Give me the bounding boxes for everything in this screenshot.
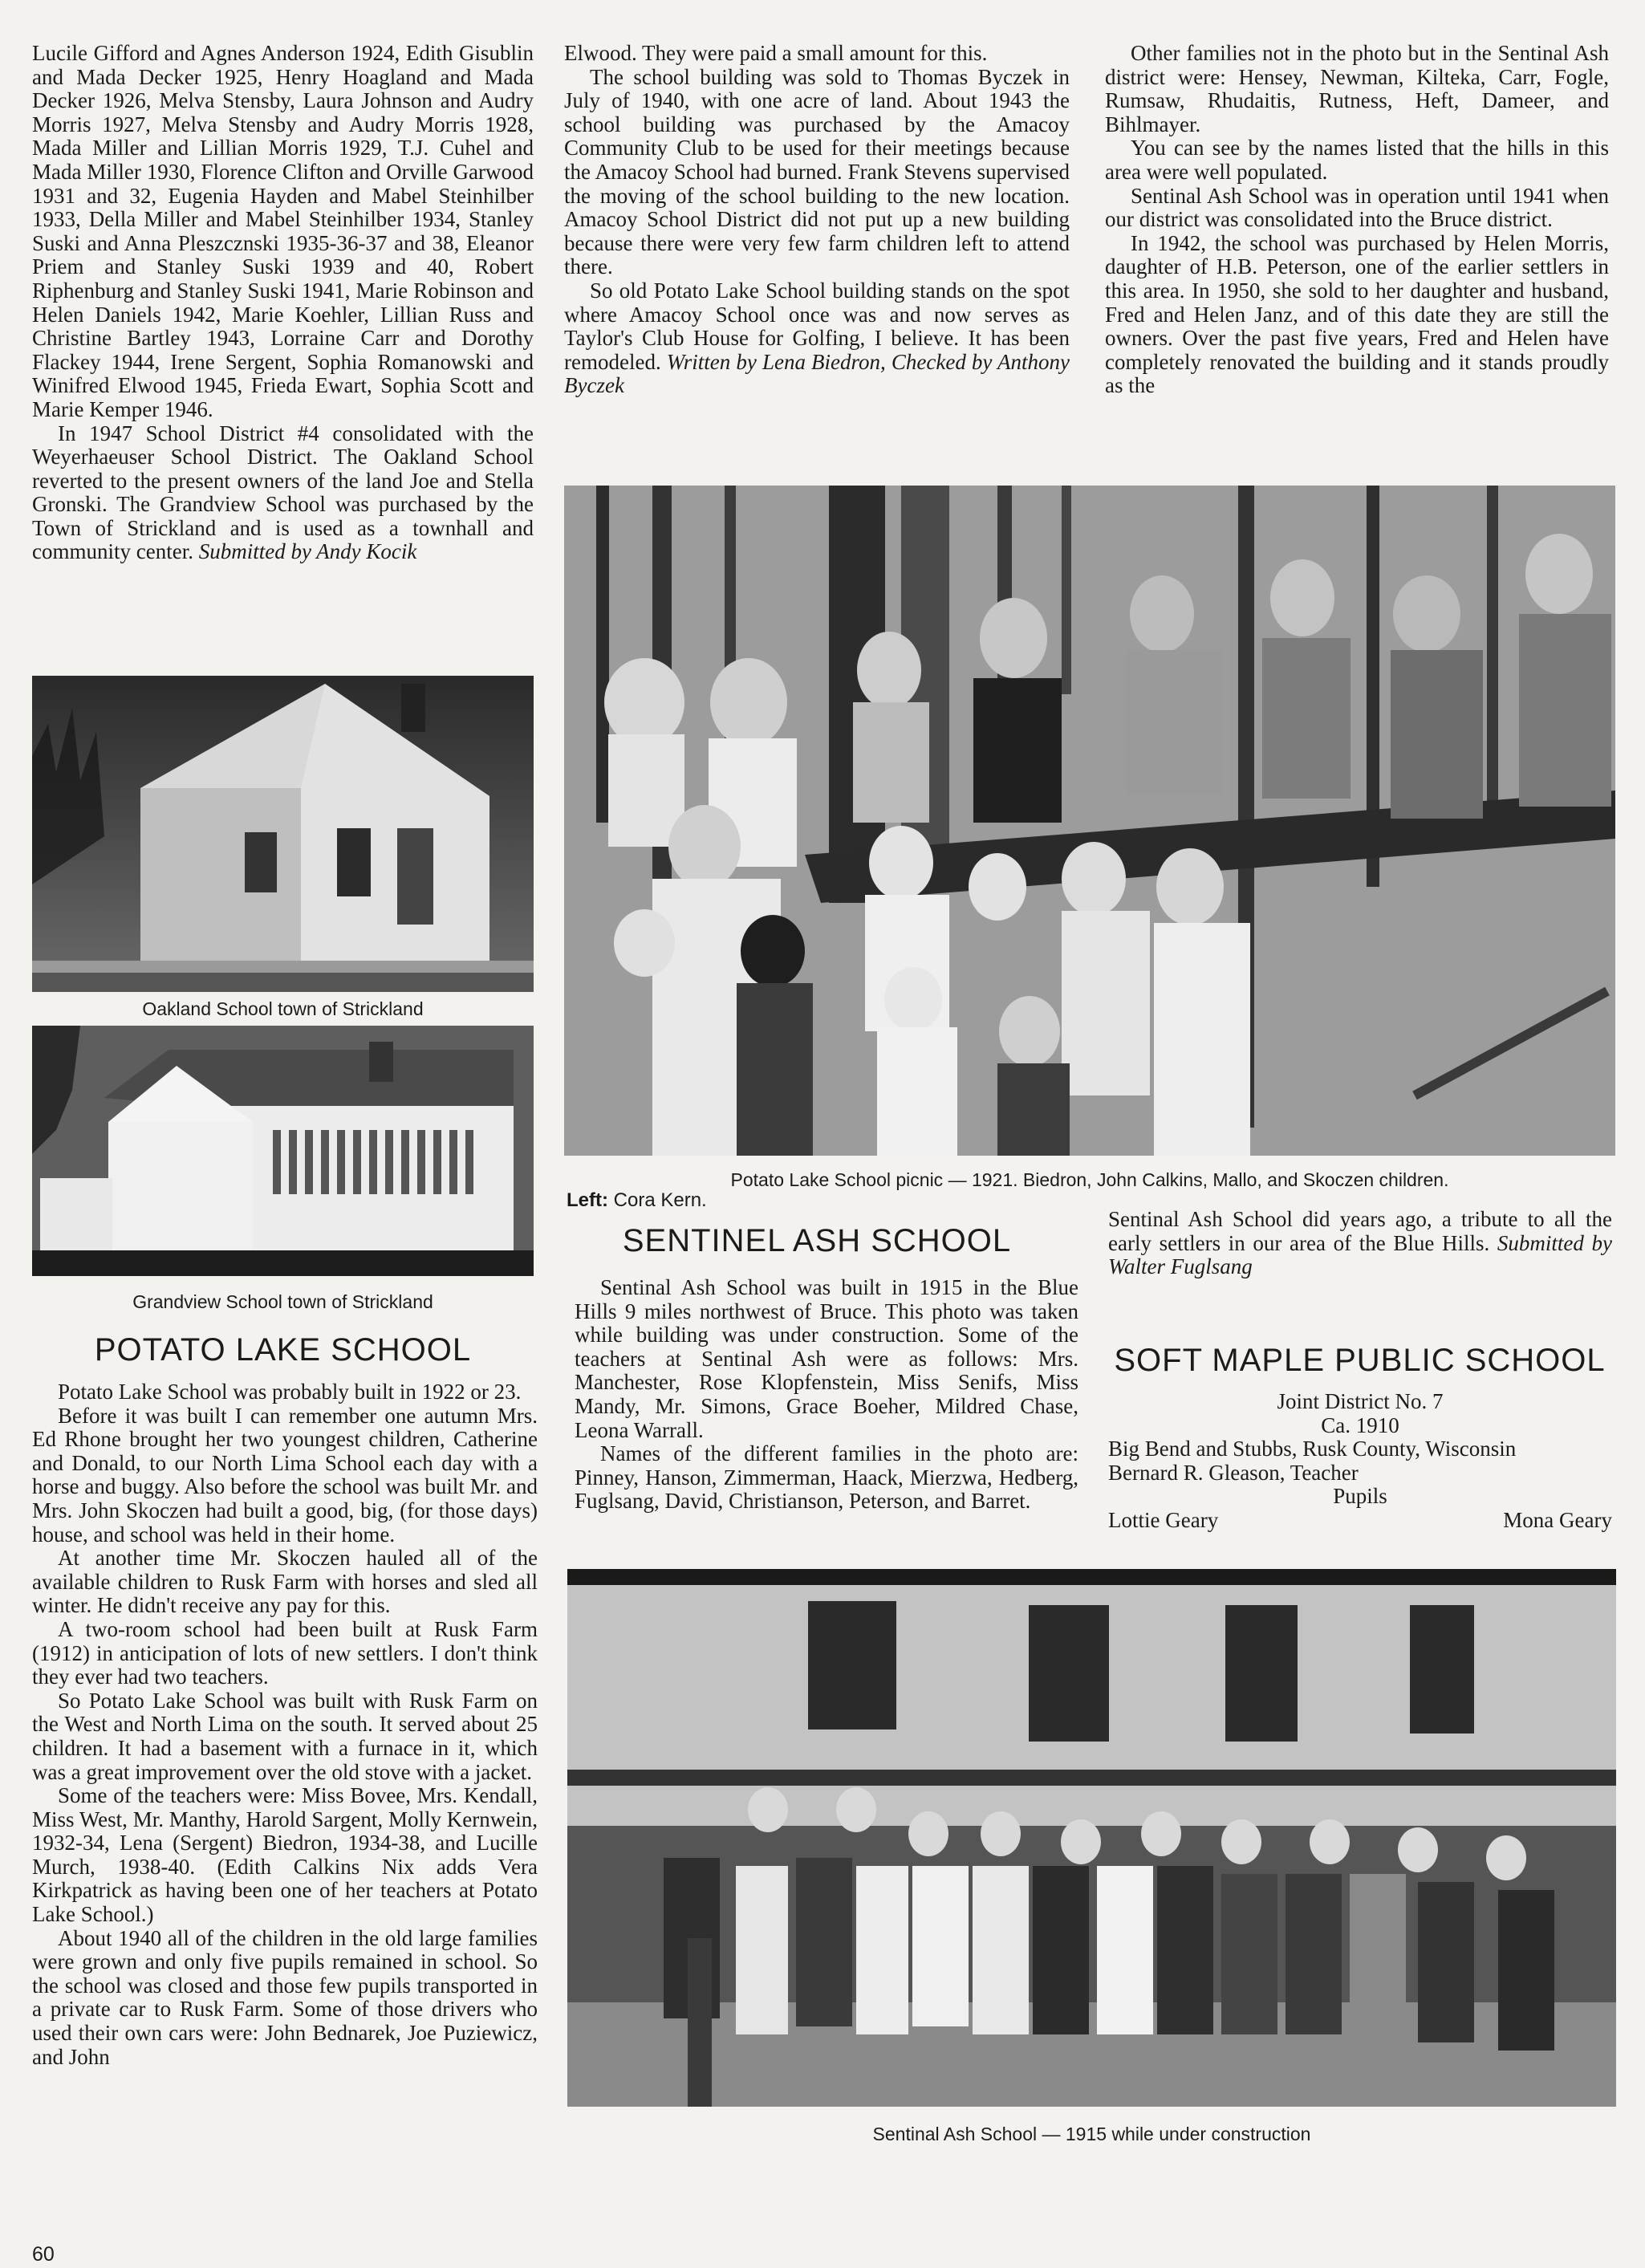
pupils-row (1108, 1509, 1612, 1533)
oakland-school-photo (32, 676, 534, 992)
left-label (567, 1189, 707, 1212)
potato-paragraph-2: Before it was built I can remember one autumn Mrs. Ed Rhone brought her two youngest children, Catherine and Donald, to our North Lima School each day with a horse and buggy. Also before the school was built Mr. and Mrs. John Skoczen had built a good, big, (for those days) house, and school was held in their home. (32, 1403, 538, 1547)
date-line: Ca. 1910 (1321, 1412, 1399, 1437)
sentinal-ash-caption: Sentinal Ash School — 1915 while under construction (872, 2124, 1311, 2144)
column-3-text (1105, 42, 1609, 398)
teacher-list-paragraph: Lucile Gifford and Agnes Anderson 1924, Edith Gisublin and Mada Decker 1925, Henry Hoagland and Mada Decker 1926, Melva Stensby, Laura Johnson and Audry Morris 1927, Melva Stensby and Audry Morris 1928, Mada Miller and Lillian Morris 1929, T.J. Cuhel and Mada Miller 1930, Florence Clifton and Orville Garwood 1931 and 32, Eugenia Hayden and Mabel Steinhilber 1933, Della Miller and Mabel Steinhilber 1934, Stanley Suski and Anna Pleszcznski 1935-36-37 and 38, Eleanor Priem and Stanley Suski 1939 and 40, Robert Riphenburg and Stanley Suski 1941, Marie Robinson and Helen Daniels 1942, Marie Koehler, Lillian Russ and Christine Bartley 1943, Lorraine Carr and Dorothy Flackey 1944, Irene Sergent, Sophia Romanowski and Winifred Elwood 1945, Frieda Ewart, Sophia Scott and Marie Kemper 1946. (32, 41, 534, 421)
location-line: Big Bend and Stubbs, Rusk County, Wisconsin (1108, 1437, 1517, 1461)
potato-lake-text (32, 1380, 538, 2069)
purchase-paragraph: In 1942, the school was purchased by Helen Morris, daughter of H.B. Peterson, one of the earlier settlers in this area. In 1950, she sold to her daughter and husband, Fred and Helen Janz, and of this date they are still the owners. Over the past five years, Fred and Helen have completely renovated the building and it stands proudly as the (1105, 230, 1609, 398)
sentinel-ash-heading: SENTINEL ASH SCHOOL (622, 1223, 1012, 1258)
soft-maple-info (1108, 1390, 1612, 1533)
sentinal-ash-construction-photo (567, 1569, 1616, 2107)
grandview-caption: Grandview School town of Strickland (132, 1291, 433, 1312)
column-1-text (32, 42, 534, 564)
other-families-paragraph: Other families not in the photo but in the Sentinal Ash district were: Hensey, Newman, Kilteka, Carr, Fogle, Rumsaw, Rhudaitis, Rutness, Heft, Dameer, and Bihlmayer. (1105, 41, 1609, 136)
tribute-paragraph: Sentinal Ash School did years ago, a tribute to all the early settlers in our area of the Blue Hills. Submitted by Walter Fuglsang (1108, 1207, 1612, 1279)
sentinel-paragraph-2: Names of the different families in the photo are: Pinney, Hanson, Zimmerman, Haack, Mierzwa, Hedberg, Fuglsang, David, Christianson, Peterson, and Barret. (575, 1441, 1078, 1514)
pupil-left: Lottie Geary (1108, 1507, 1219, 1532)
pupils-label: Pupils (1333, 1484, 1387, 1509)
building-sold-paragraph: The school building was sold to Thomas Byczek in July of 1940, with one acre of land. About 1943 the school building was purchased by the Amacoy Community Club to be used for their meetings because the Amacoy School had burned. Frank Stevens supervised the moving of the school building to the new location. Amacoy School District did not put up a new building because there were very few farm children left to attend there. (564, 64, 1070, 279)
grandview-school-photo (32, 1026, 534, 1276)
district-line: Joint District No. 7 (1277, 1389, 1444, 1413)
teacher-line: Bernard R. Gleason, Teacher (1108, 1460, 1359, 1485)
byline: Submitted by Andy Kocik (198, 539, 417, 564)
soft-maple-heading: SOFT MAPLE PUBLIC SCHOOL (1114, 1343, 1606, 1378)
potato-building-paragraph: So old Potato Lake School building stands on the spot where Amacoy School once was and now serves as Taylor's Club House for Golfing, I believe. It has been remodeled. Written by Lena Biedron, Checked by Anthony Byczek (564, 278, 1070, 398)
potato-paragraph-5: So Potato Lake School was built with Rusk Farm on the West and North Lima on the south. It served about 25 children. It had a basement with a furnace in it, which was a great improvement over the old stove with a jacket. (32, 1688, 538, 1784)
page-number: 60 (32, 2243, 55, 2266)
potato-paragraph-3: At another time Mr. Skoczen hauled all of the available children to Rusk Farm with horses and sled all winter. He didn't receive any pay for this. (32, 1546, 538, 1618)
potato-paragraph-7: About 1940 all of the children in the old large families were grown and only five pupils remained in school. So the school was closed and those few pupils transported in a private car to Rusk Farm. Some of those drivers who used their own cars were: John Bednarek, Joe Puziewicz, and John (32, 1925, 538, 2069)
potato-paragraph-1: Potato Lake School was probably built in 1922 or 23. (58, 1380, 522, 1404)
picnic-caption: Potato Lake School picnic — 1921. Biedron, John Calkins, Mallo, and Skoczen children. (730, 1169, 1449, 1190)
populated-paragraph: You can see by the names listed that the hills in this area were well populated. (1105, 136, 1609, 184)
potato-paragraph-4: A two-room school had been built at Rusk Farm (1912) in anticipation of lots of new settlers. I don't think they ever had two teachers. (32, 1616, 538, 1689)
byline: Submitted by Walter Fuglsang (1108, 1230, 1612, 1279)
potato-lake-heading: POTATO LAKE SCHOOL (94, 1332, 472, 1368)
potato-paragraph-6: Some of the teachers were: Miss Bovee, Mrs. Kendall, Miss West, Mr. Manthy, Harold Sargent, Molly Kernwein, 1932-34, Lena (Sergent) Biedron, 1934-38, and Lucille Murch, 1938-40. (Edith Calkins Nix adds Vera Kirkpatrick as having been one of her teachers at Potato Lake School.) (32, 1783, 538, 1927)
sentinel-ash-text (575, 1276, 1078, 1514)
pupil-right: Mona Geary (1503, 1507, 1612, 1532)
oakland-caption: Oakland School town of Strickland (142, 998, 424, 1019)
sentinel-paragraph-1: Sentinal Ash School was built in 1915 in the Blue Hills 9 miles northwest of Bruce. This photo was taken while building was under construction. Some of the teachers at Sentinal Ash were as follows: Mrs. Manchester, Rose Klopfenstein, Miss Senifs, Miss Mandy, Mr. Simons, Grace Boeher, Mildred Chase, Leona Warrall. (575, 1275, 1078, 1442)
column-2-text (564, 42, 1070, 398)
consolidation-paragraph: In 1947 School District #4 consolidated with the Weyerhaeuser School District. The Oakland School reverted to the present owners of the land Joe and Stella Gronski. The Grandview School was purchased by the Town of Strickland and is used as a townhall and community center. Submitted by Andy Kocik (32, 421, 534, 564)
byline: Written by Lena Biedron, Checked by Anthony Byczek (564, 349, 1070, 398)
elwood-paragraph: Elwood. They were paid a small amount for this. (564, 41, 988, 65)
left-label-prefix: Left: (567, 1189, 608, 1211)
left-label-name: Cora Kern. (613, 1189, 707, 1211)
picnic-photo (564, 486, 1615, 1156)
operation-paragraph: Sentinal Ash School was in operation until 1941 when our district was consolidated into the Bruce district. (1105, 183, 1609, 232)
sentinal-tribute-text (1108, 1208, 1612, 1279)
